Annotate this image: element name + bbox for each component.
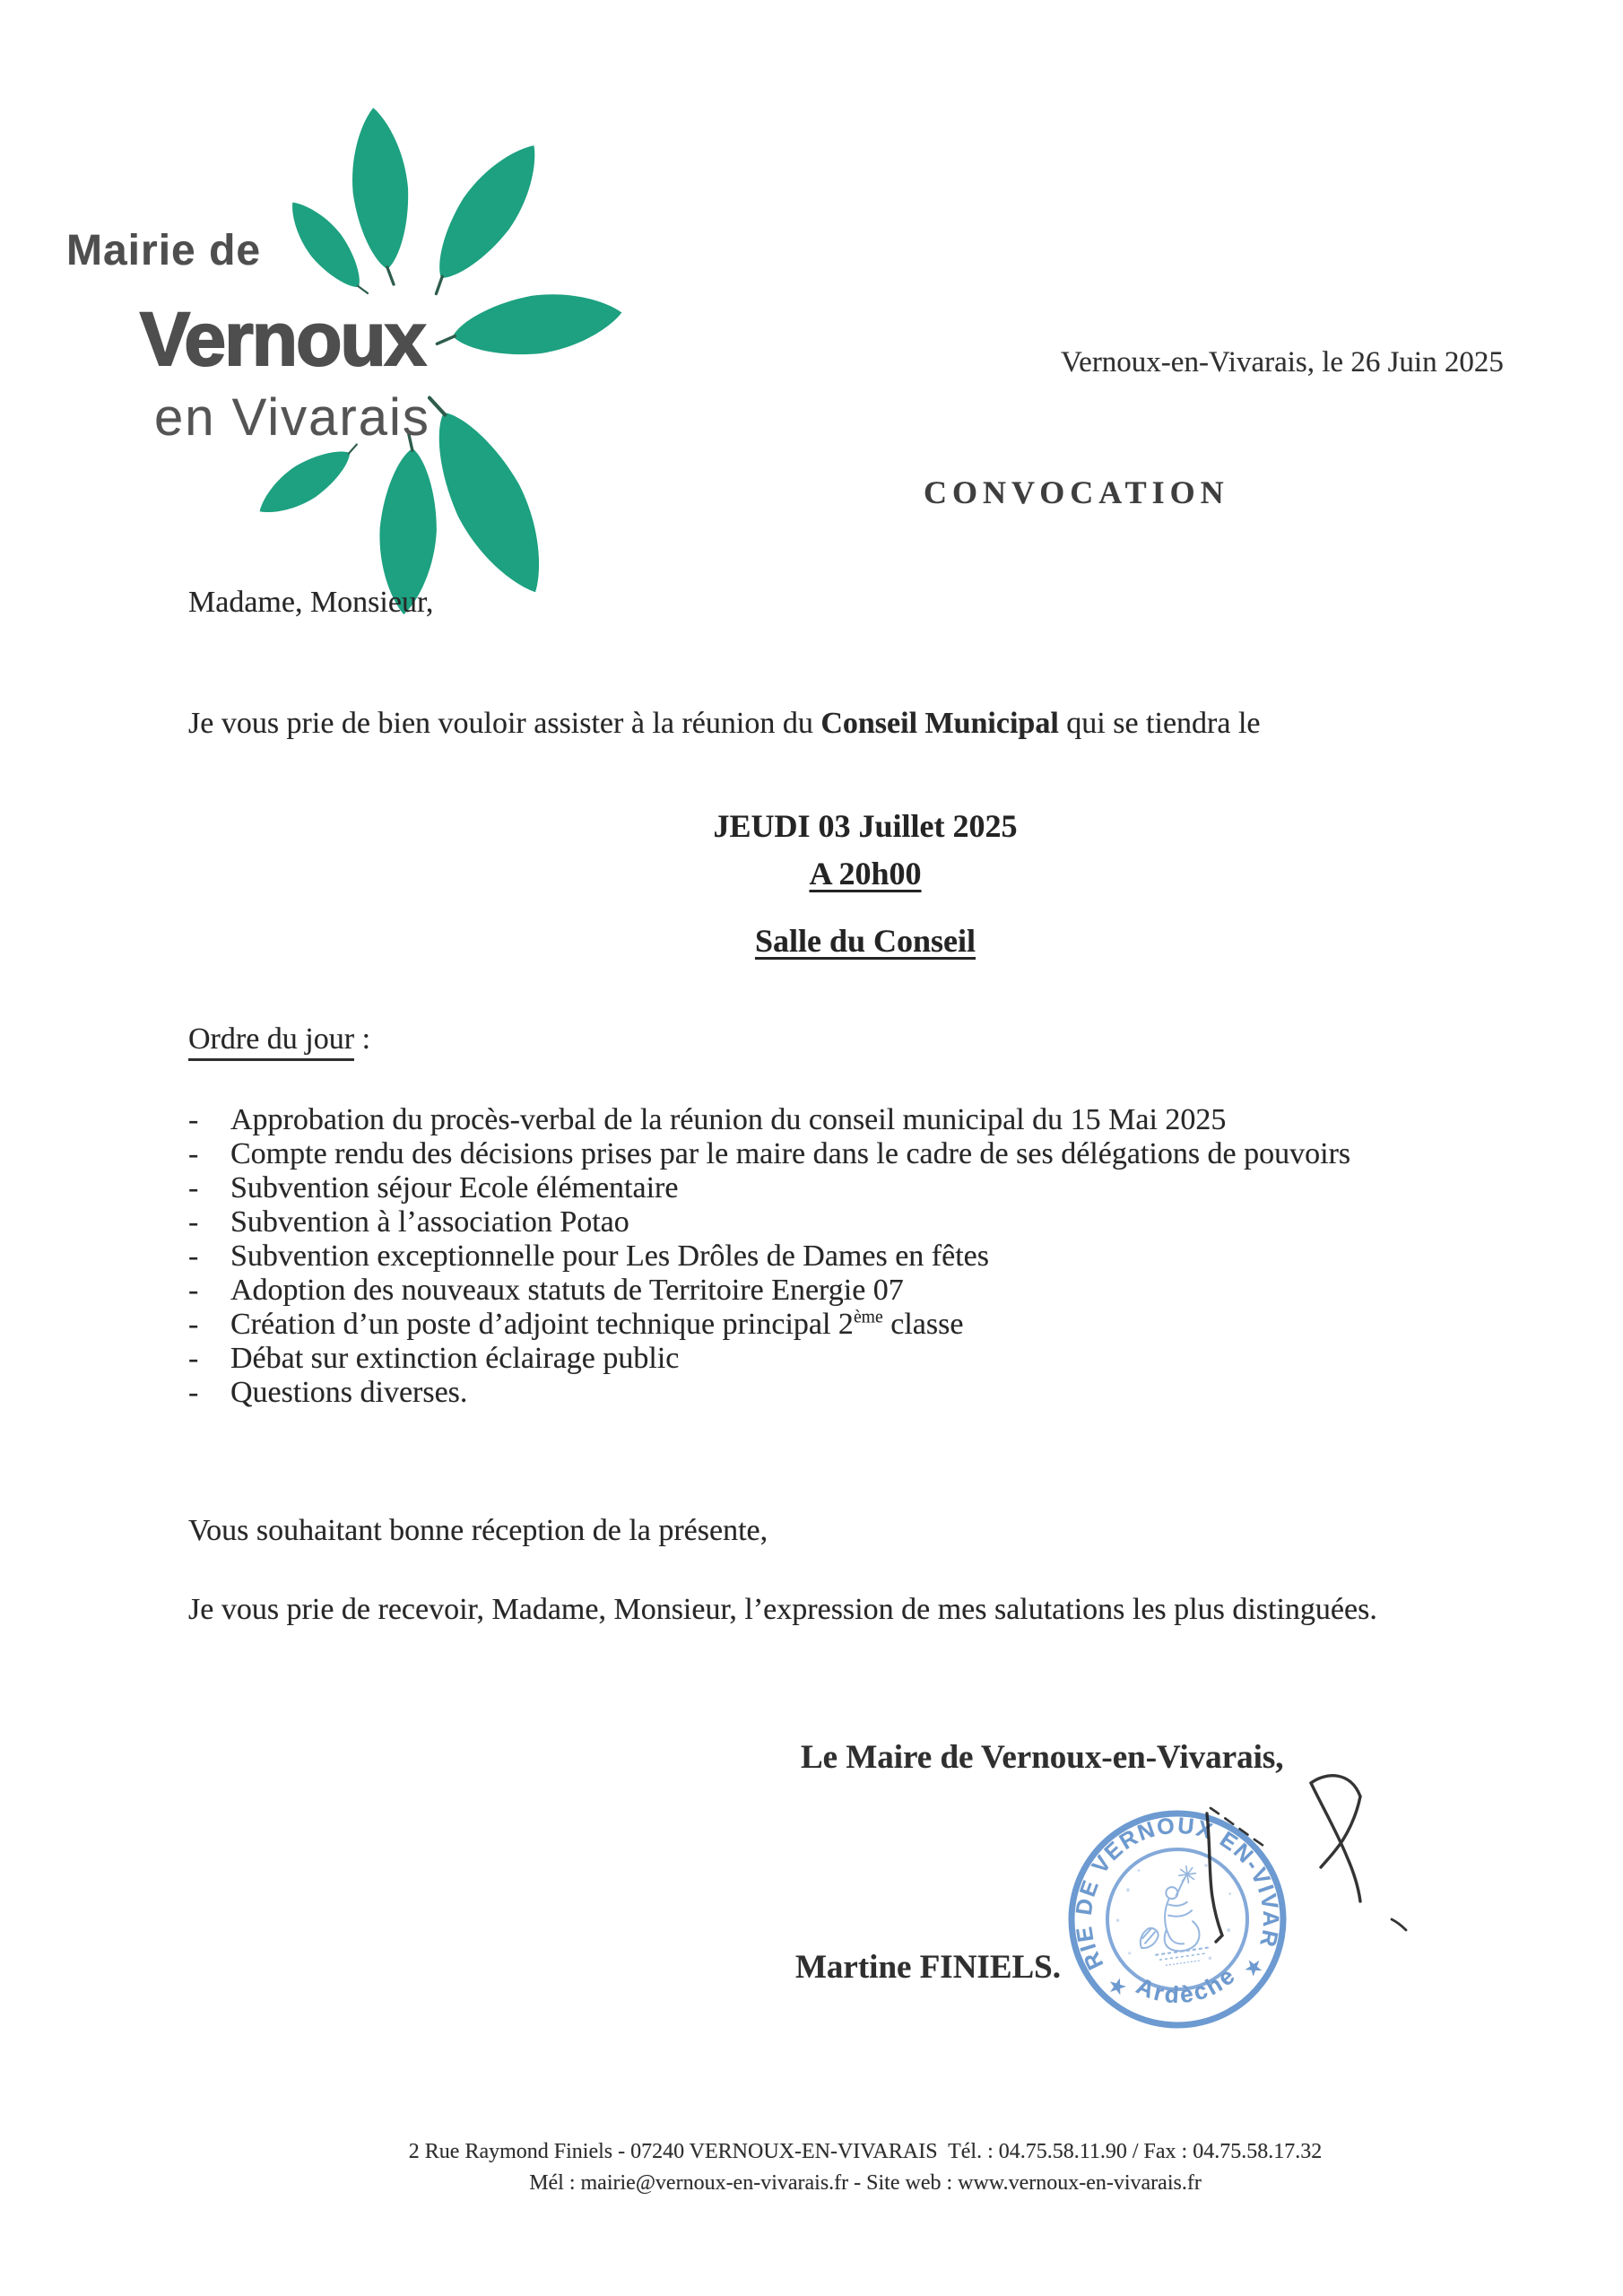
closing-line-1: Vous souhaitant bonne réception de la présente, [188,1514,768,1547]
agenda-item [188,1308,1551,1342]
meeting-place: Salle du Conseil [754,923,976,959]
meeting-date: JEUDI 03 Juillet 2025 [713,808,1018,844]
document-title: CONVOCATION [924,474,1229,510]
footer-address-phone: 2 Rue Raymond Finiels - 07240 VERNOUX-EN-VIVARAIS Tél. : 04.75.58.11.90 / Fax : 04.75.58.17.32 [408,2140,1323,2163]
agenda-item [188,1376,1551,1410]
handwritten-signature [1184,1767,1435,1955]
agenda-item [188,1239,1551,1274]
agenda-item-text: Approbation du procès-verbal de la réunion du conseil municipal du 15 Mai 2025 [230,1103,1227,1136]
leaf-icon [346,106,417,288]
agenda-item-dash: - [188,1171,199,1205]
intro-after: qui se tiendra le [1058,707,1261,740]
agenda-item [188,1171,1551,1205]
logo-text-mairie-de: Mairie de [66,227,262,274]
agenda-item-text: Création d’un poste d’adjoint technique principal 2ème classe [230,1307,964,1341]
agenda-heading: Ordre du jour : [188,1022,370,1057]
agenda-item [188,1342,1551,1376]
agenda-item-text: Adoption des nouveaux statuts de Territoire Energie 07 [230,1274,904,1307]
agenda-item-dash: - [188,1342,199,1375]
agenda-item-dash: - [188,1376,199,1409]
agenda-item-text: Subvention à l’association Potao [230,1205,629,1239]
agenda-list [188,1103,1551,1410]
stamp-ring-text: MAIRIE DE VERNOUX EN-VIVARAIS [1071,1813,1284,1974]
agenda-item [188,1205,1551,1239]
leaf-icon [432,283,626,367]
agenda-item-text: Questions diverses. [230,1376,468,1409]
intro-before: Je vous prie de bien vouloir assister à la réunion du [188,707,821,740]
signer-name: Martine FINIELS. [795,1949,1061,1986]
agenda-item-dash: - [188,1137,199,1170]
logo-text-vernoux: Vernoux [140,297,425,381]
agenda-item-dash: - [188,1274,199,1307]
signer-title: Le Maire de Vernoux-en-Vivarais, [801,1739,1284,1776]
footer-email-web: Mél : mairie@vernoux-en-vivarais.fr - Site web : www.vernoux-en-vivarais.fr [529,2171,1202,2195]
logo-text-en-vivarais: en Vivarais [154,388,430,447]
stamp-star-icon: ★ [1104,1972,1131,2002]
leaf-icon [410,130,557,308]
agenda-item-text: Compte rendu des décisions prises par le maire dans le cadre de ses délégations de pouvoirs [230,1137,1351,1170]
agenda-item-dash: - [188,1239,199,1273]
agenda-item-text: Subvention exceptionnelle pour Les Drôles de Dames en fêtes [230,1239,989,1273]
agenda-item [188,1137,1551,1171]
agenda-item-text: Débat sur extinction éclairage public [230,1342,680,1375]
intro-bold: Conseil Municipal [820,707,1059,740]
agenda-item [188,1274,1551,1308]
intro-line [188,707,1260,741]
salutation: Madame, Monsieur, [188,586,434,619]
svg-text:Ardèche [1129,1959,1244,2015]
stamp-star-icon: ★ [1238,1952,1269,1984]
agenda-item [188,1103,1551,1137]
agenda-item-dash: - [188,1103,199,1136]
closing-line-2: Je vous prie de recevoir, Madame, Monsieur, l’expression de mes salutations les plus distinguées. [188,1593,1377,1626]
stamp-bottom-text: Ardèche [1132,1961,1242,2009]
agenda-item-dash: - [188,1308,199,1341]
agenda-item-dash: - [188,1205,199,1239]
dateline: Vernoux-en-Vivarais, le 26 Juin 2025 [1061,346,1504,378]
meeting-time: A 20h00 [809,856,922,891]
agenda-item-text: Subvention séjour Ecole élémentaire [230,1171,679,1205]
